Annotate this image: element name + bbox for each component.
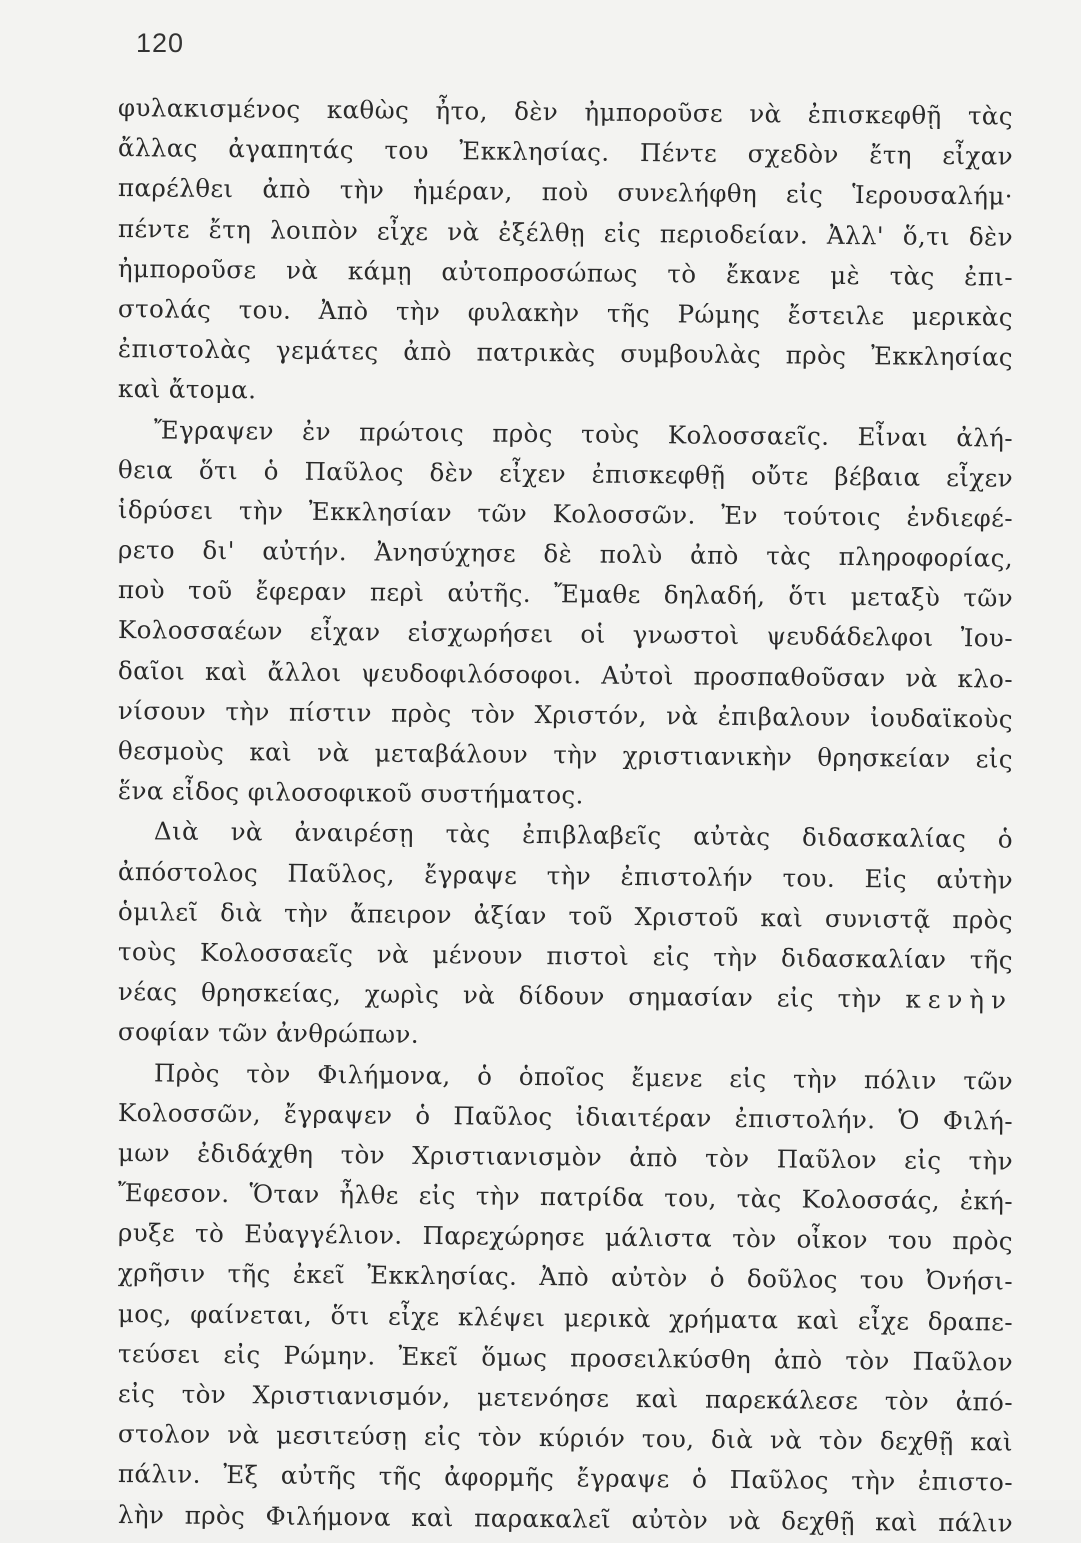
text-line: φυλακισμένος καθὼς ἦτο, δὲν ἠμποροῦσε νὰ ἐπισκεφθῇ τὰς <box>117 93 1014 131</box>
text-line: παρέλθει ἀπὸ τὴν ἡμέραν, ποὺ συνελήφθη εἰς Ἱερουσαλήμ· <box>117 173 1014 211</box>
text-line: στολάς του. Ἀπὸ τὴν φυλακὴν τῆς Ρώμης ἔστειλε μερικὰς <box>117 293 1014 332</box>
text-line: ρυξε τὸ Εὐαγγέλιον. Παρεχώρησε μάλιστα τὸν οἶκον του πρὸς <box>117 1218 1014 1256</box>
text-line: τοὺς Κολοσσαεῖς νὰ μένουν πιστοὶ εἰς τὴν διδασκαλίαν τῆς <box>117 936 1014 975</box>
text-line: θεσμοὺς καὶ νὰ μεταβάλουν τὴν χριστιανικὴν θρησκείαν εἰς <box>117 736 1014 774</box>
text-line: ἱδρύσει τὴν Ἐκκλησίαν τῶν Κολοσσῶν. Ἐν τούτοις ἐνδιεφέ- <box>117 494 1014 533</box>
text-line: πέντε ἔτη λοιπὸν εἶχε νὰ ἐξέλθῃ εἰς περιοδείαν. Ἀλλ' ὅ,τι δὲν <box>117 213 1014 252</box>
text-line: Κολοσσαέων εἶχαν εἰσχωρήσει οἱ γνωστοὶ ψευδάδελφοι Ἰου- <box>117 615 1014 654</box>
text-line: Ἔγραψεν ἐν πρώτοις πρὸς τοὺς Κολοσσαεῖς. Εἶναι ἀλή- <box>153 414 1014 453</box>
text-line: σοφίαν τῶν ἀνθρώπων. <box>117 1017 420 1050</box>
text-line: θεια ὅτι ὁ Παῦλος δὲν εἶχεν ἐπισκεφθῇ οὔτε βέβαια εἶχεν <box>117 454 1014 493</box>
text-line: ποὺ τοῦ ἔφεραν περὶ αὐτῆς. Ἔμαθε δηλαδή, ὅτι μεταξὺ τῶν <box>117 575 1014 613</box>
text-line: Πρὸς τὸν Φιλήμονα, ὁ ὁποῖος ἔμενε εἰς τὴν πόλιν τῶν <box>153 1057 1014 1096</box>
text-line: νίσουν τὴν πίστιν πρὸς τὸν Χριστόν, νὰ ἐπιβαλουν ἰουδαϊκοὺς <box>117 695 1014 734</box>
text-line: μων ἐδιδάχθη τὸν Χριστιανισμὸν ἀπὸ τὸν Παῦλον εἰς τὴν <box>117 1137 1014 1176</box>
text-line: ἠμποροῦσε νὰ κάμῃ αὐτοπροσώπως τὸ ἔκανε μὲ τὰς ἐπι- <box>117 253 1014 292</box>
paragraph-1 <box>118 88 1013 410</box>
body-text <box>117 88 1014 1538</box>
emphasized-word: κενὴν <box>905 984 1014 1015</box>
text-line: ἄλλας ἀγαπητάς του Ἐκκλησίας. Πέντε σχεδὸν ἔτη εἶχαν <box>117 133 1014 171</box>
page-number: 120 <box>136 28 185 58</box>
text-line: ἀπόστολος Παῦλος, ἔγραψε τὴν ἐπιστολήν του. Εἰς αὐτὴν <box>117 856 1014 895</box>
paragraph-4 <box>117 1053 1014 1538</box>
text-line: καὶ ἄτομα. <box>117 374 257 405</box>
paragraph-3 <box>118 811 1013 1052</box>
paragraph-2 <box>118 410 1013 812</box>
text-line: ἕνα εἶδος φιλοσοφικοῦ συστήματος. <box>117 776 584 810</box>
text-line: ὁμιλεῖ διὰ τὴν ἄπειρον ἀξίαν τοῦ Χριστοῦ καὶ συνιστᾷ πρὸς <box>117 896 1014 935</box>
text-line: Κολοσσῶν, ἔγραψεν ὁ Παῦλος ἰδιαιτέραν ἐπιστολήν. Ὁ Φιλή- <box>117 1097 1014 1136</box>
text-segment: νέας θρησκείας, χωρὶς νὰ δίδουν σημασίαν εἰς τὴν <box>117 977 883 1014</box>
text-line: μος, φαίνεται, ὅτι εἶχε κλέψει μερικὰ χρήματα καὶ εἶχε δραπε- <box>117 1298 1014 1337</box>
text-line: πάλιν. Ἐξ αὐτῆς τῆς ἀφορμῆς ἔγραψε ὁ Παῦλος τὴν ἐπιστο- <box>117 1459 1014 1497</box>
text-line: Ἔφεσον. Ὅταν ἦλθε εἰς τὴν πατρίδα του, τὰς Κολοσσάς, ἐκή- <box>117 1178 1014 1216</box>
text-line: ἐπιστολὰς γεμάτες ἀπὸ πατρικὰς συμβουλὰς πρὸς Ἐκκλησίας <box>117 334 1014 372</box>
text-line: ρετο δι' αὐτήν. Ἀνησύχησε δὲ πολὺ ἀπὸ τὰς πληροφορίας, <box>117 535 1014 573</box>
text-line: δαῖοι καὶ ἄλλοι ψευδοφιλόσοφοι. Αὐτοὶ προσπαθοῦσαν νὰ κλο- <box>117 655 1014 694</box>
text-line: εἰς τὸν Χριστιανισμόν, μετενόησε καὶ παρεκάλεσε τὸν ἀπό- <box>117 1379 1014 1417</box>
text-line: λὴν πρὸς Φιλήμονα καὶ παρακαλεῖ αὐτὸν νὰ δεχθῇ καὶ πάλιν <box>117 1499 1014 1538</box>
text-line: Διὰ νὰ ἀναιρέσῃ τὰς ἐπιβλαβεῖς αὐτὰς διδασκαλίας ὁ <box>153 816 1014 854</box>
text-line: στολον νὰ μεσιτεύσῃ εἰς τὸν κύριόν του, διὰ νὰ τὸν δεχθῇ καὶ <box>117 1419 1014 1457</box>
text-line: τεύσει εἰς Ρώμην. Ἐκεῖ ὅμως προσειλκύσθη ἀπὸ τὸν Παῦλον <box>117 1338 1014 1377</box>
text-line: χρῆσιν τῆς ἐκεῖ Ἐκκλησίας. Ἀπὸ αὐτὸν ὁ δοῦλος του Ὀνήσι- <box>117 1258 1014 1297</box>
